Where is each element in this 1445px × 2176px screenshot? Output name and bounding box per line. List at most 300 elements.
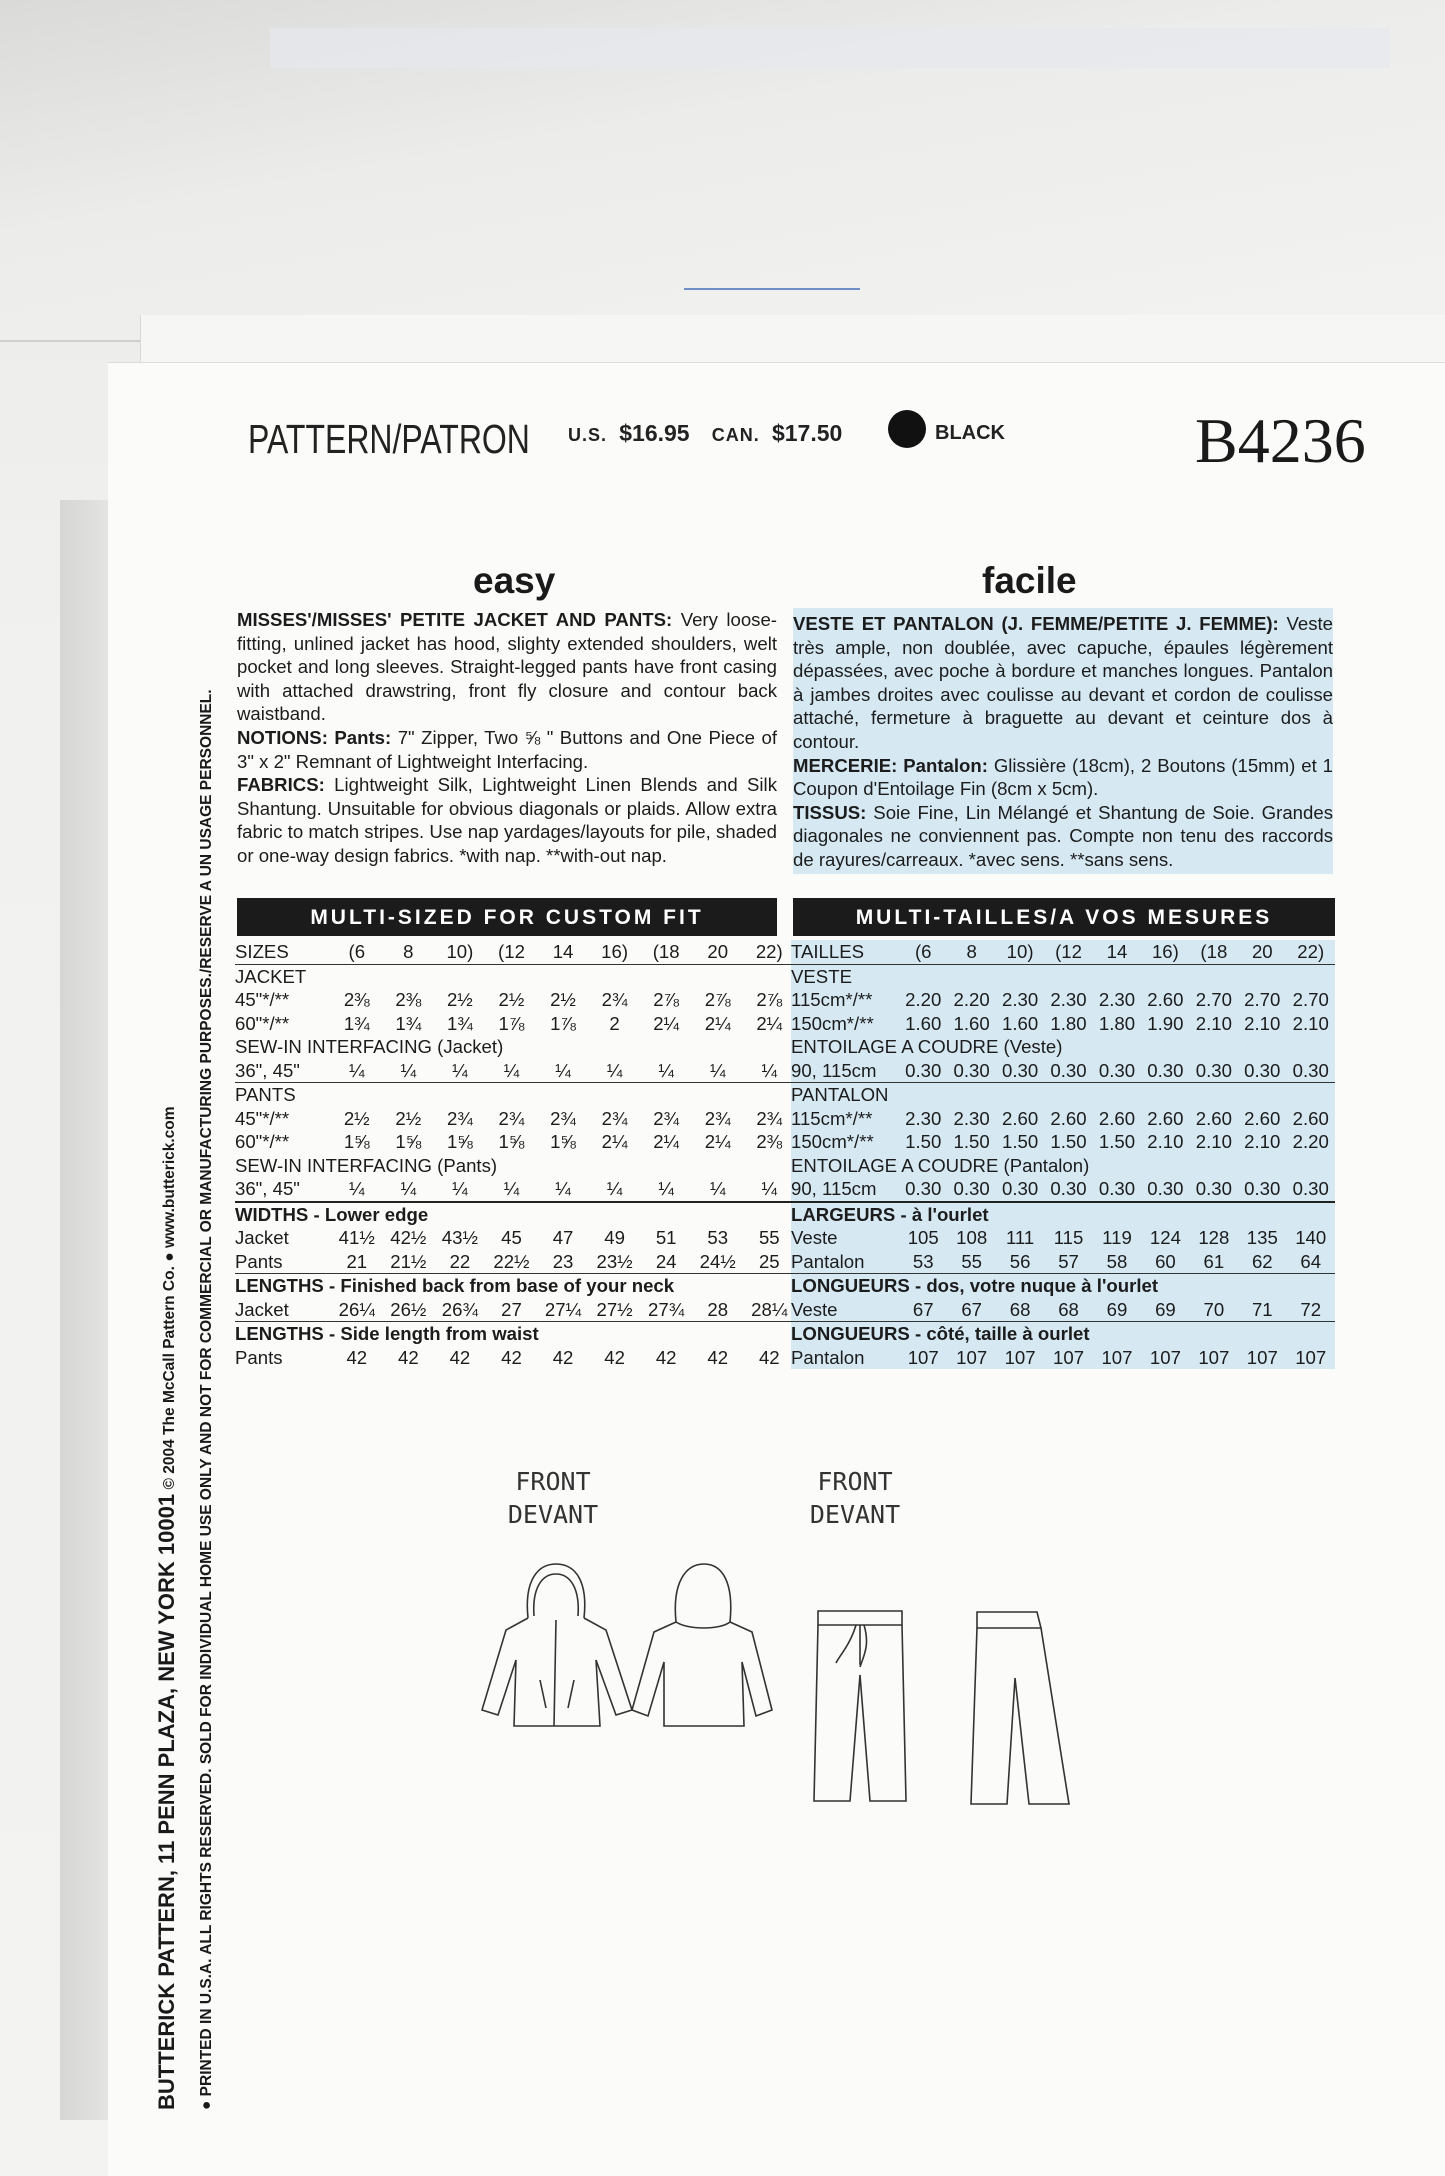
table-cell: 2⅞ — [653, 989, 680, 1010]
row-label: 45"*/** — [235, 989, 290, 1010]
table-cell: 128 — [1198, 1227, 1230, 1248]
sewin-jacket-heading — [791, 1035, 1335, 1059]
jacket-heading — [235, 965, 795, 989]
widths-pants-row — [791, 1250, 1335, 1274]
table-cell: 56 — [1009, 1250, 1031, 1272]
table-cell: 2¼ — [704, 1012, 731, 1034]
table-cell: (18 — [1200, 941, 1228, 962]
row-label: 36", 45" — [235, 1178, 300, 1199]
price-line — [568, 420, 858, 447]
table-cell: 1⅝ — [343, 1131, 370, 1152]
table-cell: 0.30 — [1098, 1178, 1136, 1199]
widths-jacket-row — [235, 1226, 795, 1250]
table-cell: 42 — [346, 1346, 368, 1368]
table-cell: 27½ — [596, 1298, 633, 1320]
table-cell: 53 — [912, 1250, 934, 1272]
pants-60-row — [235, 1130, 795, 1154]
table-cell: 20 — [707, 941, 729, 962]
row-label: Pants — [235, 1346, 283, 1368]
table-cell: (12 — [1055, 941, 1082, 962]
table-cell: 2¼ — [601, 1131, 628, 1152]
table-cell: 2¾ — [601, 989, 628, 1010]
table-cell: 1.90 — [1147, 1012, 1184, 1034]
row-label: Pantalon — [791, 1346, 865, 1368]
en-intro-head: MISSES'/MISSES' PETITE JACKET AND PANTS: — [237, 609, 673, 630]
table-cell: 71 — [1251, 1298, 1273, 1320]
row-label: 90, 115cm — [791, 1059, 877, 1081]
table-cell: 1¾ — [446, 1012, 473, 1034]
table-cell: 0.30 — [1147, 1059, 1184, 1081]
table-cell: (6 — [348, 941, 366, 962]
table-cell: 0.30 — [1195, 1178, 1232, 1199]
fr-fabrics-head: TISSUS: — [793, 801, 867, 823]
row-label: Veste — [791, 1227, 838, 1248]
row-label: 36", 45" — [235, 1059, 300, 1081]
table-cell: 57 — [1058, 1250, 1079, 1272]
lengths-pants-row — [235, 1346, 795, 1370]
sewin-jacket-row — [791, 1059, 1335, 1083]
table-cell: 107 — [1295, 1346, 1327, 1368]
table-cell: 0.30 — [1147, 1178, 1184, 1199]
table-cell: ¼ — [555, 1178, 571, 1199]
table-cell: 2⅜ — [343, 989, 370, 1010]
row-label: Pants — [235, 1250, 283, 1272]
table-cell: 42 — [552, 1346, 574, 1368]
table-cell: 2.60 — [1147, 1107, 1184, 1129]
table-cell: 135 — [1246, 1227, 1278, 1248]
blue-tick-mark — [684, 288, 860, 290]
en-notions-head: NOTIONS: Pants: — [237, 726, 392, 748]
table-cell: 119 — [1102, 1227, 1132, 1248]
en-fabrics-text: Lightweight Silk, Lightweight Linen Blends and Silk Shantung. Unsuitable for obvious diagonals or plaids. Allow extra fabric to match stripes. Use nap yardages/layouts for pile, shaded or one-way design fabrics. *with nap. **with-out nap. — [237, 774, 777, 866]
table-cell: 27¾ — [648, 1298, 685, 1320]
table-cell: 2.60 — [1244, 1107, 1281, 1129]
french-title: facile — [982, 560, 1077, 601]
table-cell: 51 — [655, 1227, 677, 1248]
table-cell: ¼ — [452, 1178, 468, 1199]
table-cell: ¼ — [503, 1059, 520, 1081]
table-cell: 24½ — [699, 1250, 736, 1272]
table-cell: 26¼ — [338, 1298, 375, 1320]
table-cell: 22) — [1297, 941, 1325, 962]
row-label: 60"*/** — [235, 1131, 290, 1152]
table-cell: 8 — [403, 941, 414, 962]
table-cell: 2¼ — [653, 1012, 680, 1034]
lengths-jacket-row — [235, 1298, 795, 1322]
french-description — [793, 608, 1333, 874]
bullet-icon: ● — [198, 2096, 215, 2110]
row-label: 60"*/** — [235, 1012, 290, 1034]
table-cell: 67 — [961, 1298, 982, 1320]
table-cell: ¼ — [400, 1178, 417, 1199]
lengths-side-heading — [791, 1321, 1335, 1346]
table-cell: 23 — [552, 1250, 574, 1272]
table-cell: 45 — [501, 1227, 522, 1248]
table-cell: 22) — [755, 941, 783, 962]
table-cell: 124 — [1149, 1227, 1181, 1248]
sizes-row — [791, 940, 1335, 965]
sewin-pants-heading — [235, 1154, 795, 1178]
table-cell: 140 — [1295, 1227, 1327, 1248]
widths-pants-row — [235, 1250, 795, 1274]
table-cell: 2.10 — [1147, 1131, 1184, 1152]
table-cell: 62 — [1251, 1250, 1273, 1272]
table-cell: 0.30 — [1098, 1059, 1136, 1081]
row-label: 45"*/** — [235, 1107, 290, 1129]
table-cell: 1⅝ — [550, 1131, 576, 1152]
table-cell: 2.10 — [1195, 1012, 1232, 1034]
can-label: CAN. — [711, 425, 760, 445]
pants-150-row — [791, 1130, 1335, 1154]
table-cell: 0.30 — [1050, 1059, 1087, 1081]
table-cell: 42½ — [390, 1227, 427, 1248]
table-cell: 20 — [1251, 941, 1273, 962]
table-cell: 42 — [449, 1346, 471, 1368]
table-cell: 61 — [1203, 1250, 1225, 1272]
table-cell: 41½ — [338, 1227, 375, 1248]
english-description — [237, 608, 777, 868]
table-cell: 42 — [707, 1346, 729, 1368]
widths-heading — [791, 1201, 1335, 1227]
bullet-icon: ● — [161, 1247, 178, 1262]
en-fabrics-head: FABRICS: — [237, 774, 325, 796]
table-cell: 2.30 — [1050, 989, 1087, 1010]
fr-notions-text: Glissière (18cm), 2 Boutons (15mm) et 1 Coupon d'Entoilage Fin (8cm x 5cm). — [793, 754, 1333, 800]
table-cell: 2.10 — [1244, 1131, 1281, 1152]
row-label: Jacket — [235, 1298, 289, 1320]
jacket-heading — [791, 965, 1335, 989]
table-cell: 1.80 — [1098, 1012, 1136, 1034]
table-cell: 2¾ — [756, 1107, 783, 1129]
pattern-number: B4236 — [1195, 405, 1366, 476]
table-cell: 2.30 — [1098, 989, 1136, 1010]
row-label: TAILLES — [791, 941, 865, 962]
table-cell: 2.60 — [1001, 1107, 1039, 1129]
table-cell: 1.60 — [953, 1012, 990, 1034]
table-cell: 2½ — [395, 1107, 422, 1129]
table-cell: 2.70 — [1244, 989, 1281, 1010]
table-cell: 72 — [1300, 1298, 1322, 1320]
pants-view-label — [800, 1465, 910, 1531]
en-notions-text: 7" Zipper, Two ⅝ " Buttons and One Piece of 3" x 2" Remnant of Lightweight Interfacing. — [237, 726, 777, 772]
lengths-back-heading — [235, 1273, 795, 1298]
table-cell: 1.50 — [1001, 1131, 1039, 1152]
table-cell: 2⅞ — [756, 989, 783, 1010]
fr-notions-head: MERCERIE: Pantalon: — [793, 754, 988, 776]
lengths-jacket-row — [791, 1298, 1335, 1322]
lengths-back-heading — [791, 1273, 1335, 1298]
table-cell: 1.50 — [1098, 1131, 1136, 1152]
us-price: $16.95 — [619, 420, 690, 446]
pattern-label: PATTERN/PATRON — [248, 416, 530, 462]
table-cell: 0.30 — [953, 1178, 990, 1199]
row-label: 115cm*/** — [791, 989, 873, 1010]
table-cell: 26¾ — [441, 1298, 478, 1320]
table-cell: 22 — [449, 1250, 471, 1272]
table-cell: 107 — [1149, 1346, 1181, 1368]
table-cell: 26½ — [390, 1298, 427, 1320]
jacket-front-label: FRONT — [515, 1467, 591, 1496]
table-cell: 107 — [1246, 1346, 1278, 1368]
table-cell: 27¼ — [544, 1298, 582, 1320]
jacket-45-row — [235, 988, 795, 1012]
table-cell: ¼ — [761, 1059, 778, 1081]
table-cell: 68 — [1058, 1298, 1079, 1320]
table-cell: 1.50 — [1050, 1131, 1087, 1152]
table-cell: 2¾ — [498, 1107, 525, 1129]
table-cell: ¼ — [709, 1059, 726, 1081]
row-label: PANTS — [235, 1084, 296, 1105]
table-cell: 2¾ — [550, 1107, 576, 1129]
table-cell: 107 — [1053, 1346, 1085, 1368]
sewin-pants-row — [235, 1177, 795, 1201]
table-cell: (6 — [914, 941, 932, 962]
table-cell: 2.70 — [1195, 989, 1232, 1010]
table-cell: 55 — [758, 1227, 780, 1248]
table-cell: 60 — [1155, 1250, 1176, 1272]
english-bar: MULTI-SIZED FOR CUSTOM FIT — [237, 898, 777, 936]
row-label: LARGEURS - à l'ourlet — [791, 1203, 989, 1225]
table-cell: 1⅞ — [550, 1012, 576, 1034]
table-cell: ¼ — [503, 1178, 520, 1199]
table-cell: 2.70 — [1292, 989, 1329, 1010]
table-cell: 43½ — [441, 1227, 478, 1248]
table-cell: 23½ — [596, 1250, 633, 1272]
jacket-115-row — [791, 988, 1335, 1012]
table-cell: 0.30 — [953, 1059, 990, 1081]
row-label: SEW-IN INTERFACING (Pants) — [235, 1154, 498, 1176]
table-cell: 55 — [961, 1250, 982, 1272]
table-cell: 2.30 — [953, 1107, 990, 1129]
table-cell: ¼ — [658, 1178, 674, 1199]
table-cell: 2.20 — [953, 989, 990, 1010]
can-price: $17.50 — [771, 420, 843, 446]
table-cell: 1.60 — [905, 1012, 942, 1034]
table-cell: 10) — [446, 941, 474, 962]
lengths-side-heading — [235, 1321, 795, 1346]
table-cell: ¼ — [761, 1178, 778, 1199]
table-cell: 21½ — [390, 1250, 427, 1272]
table-cell: 2.60 — [1098, 1107, 1136, 1129]
sewin-pants-heading — [791, 1154, 1335, 1178]
row-label: 150cm*/** — [791, 1012, 874, 1034]
table-cell: 67 — [912, 1298, 934, 1320]
table-cell: 2¾ — [446, 1107, 473, 1129]
row-label: 150cm*/** — [791, 1131, 874, 1152]
table-cell: 2.10 — [1292, 1012, 1329, 1034]
table-cell: 108 — [956, 1227, 988, 1248]
sewin-jacket-heading — [235, 1035, 795, 1059]
row-label: Pantalon — [791, 1250, 865, 1272]
table-cell: 107 — [956, 1346, 988, 1368]
table-cell: 68 — [1009, 1298, 1031, 1320]
table-cell: 1⅞ — [498, 1012, 525, 1034]
table-cell: 69 — [1155, 1298, 1176, 1320]
pants-115-row — [791, 1107, 1335, 1131]
table-cell: 16) — [601, 941, 629, 962]
table-cell: 2¾ — [601, 1107, 628, 1129]
table-cell: 2⅞ — [704, 989, 731, 1010]
table-cell: 1.50 — [905, 1131, 942, 1152]
pants-front-sketch — [810, 1605, 910, 1805]
table-cell: 2¼ — [756, 1012, 783, 1034]
table-cell: ¼ — [349, 1178, 365, 1199]
jacket-back-sketch — [628, 1560, 778, 1735]
row-label: LONGUEURS - dos, votre nuque à l'ourlet — [791, 1275, 1159, 1296]
en-intro-text: Very loose-fitting, unlined jacket has hood, slighty extended shoulders, welt pocket and long sleeves. Straight-legged pants have front casing with attached drawstring, front fly closure and contour back waistband. — [237, 609, 778, 725]
table-cell: 1¾ — [395, 1012, 422, 1034]
table-cell: 107 — [1198, 1346, 1230, 1368]
table-cell: 2.60 — [1292, 1107, 1329, 1129]
side-copyright: © 2004 The McCall Pattern Co. — [161, 1266, 178, 1490]
table-cell: 107 — [1004, 1346, 1036, 1368]
table-cell: ¼ — [709, 1178, 726, 1199]
table-cell: 14 — [552, 941, 574, 962]
table-cell: 107 — [1101, 1346, 1133, 1368]
table-cell: 16) — [1151, 941, 1179, 962]
pants-devant-label: DEVANT — [809, 1500, 901, 1529]
table-cell: ¼ — [555, 1059, 571, 1081]
table-cell: 1⅝ — [395, 1131, 422, 1152]
jacket-front-sketch — [476, 1560, 636, 1735]
table-cell: ¼ — [606, 1059, 623, 1081]
table-cell: 42 — [501, 1346, 522, 1368]
row-label: WIDTHS - Lower edge — [235, 1203, 429, 1225]
row-label: PANTALON — [791, 1084, 889, 1105]
flap-strip — [270, 28, 1390, 68]
table-cell: 28¼ — [751, 1298, 788, 1320]
table-cell: 0.30 — [905, 1178, 942, 1199]
table-cell: 2½ — [343, 1107, 370, 1129]
fr-intro-text: Veste très ample, non doublée, avec capuche, épaules légèrement dépassées, avec poche à bordure et manches longues. Pantalon à jambes droites avec coulisse au devant et cordon de coulisse attaché, fermeture à braguette au devant et ceinture dos à contour. — [793, 613, 1333, 752]
pants-heading — [791, 1082, 1335, 1107]
table-cell: 2.20 — [905, 989, 942, 1010]
sewin-pants-row — [791, 1177, 1335, 1201]
table-cell: 2¾ — [653, 1107, 680, 1129]
table-cell: 27 — [501, 1298, 522, 1320]
table-cell: 105 — [907, 1227, 939, 1248]
table-cell: 42 — [655, 1346, 677, 1368]
table-cell: 2.60 — [1050, 1107, 1087, 1129]
table-cell: 2¼ — [704, 1131, 731, 1152]
table-cell: 2.20 — [1292, 1131, 1329, 1152]
table-cell: 0.30 — [1050, 1178, 1087, 1199]
table-cell: (18 — [652, 941, 680, 962]
color-label: BLACK — [935, 422, 1005, 444]
table-cell: 42 — [604, 1346, 625, 1368]
row-label: LONGUEURS - côté, taille à ourlet — [791, 1323, 1090, 1344]
row-label: VESTE — [791, 965, 852, 987]
table-cell: 8 — [966, 941, 977, 962]
table-cell: 10) — [1006, 941, 1034, 962]
table-cell: 58 — [1106, 1250, 1128, 1272]
jacket-150-row — [791, 1012, 1335, 1036]
side-line1: BUTTERICK PATTERN, 11 PENN PLAZA, NEW YORK 10001 — [154, 1493, 179, 2110]
table-cell: 0.30 — [1292, 1178, 1329, 1199]
row-label: 90, 115cm — [791, 1178, 877, 1199]
table-cell: 0.30 — [905, 1059, 942, 1081]
side-address-text — [154, 1106, 180, 2110]
row-label: JACKET — [235, 965, 307, 987]
table-cell: 1¾ — [343, 1012, 370, 1034]
table-cell: 0.30 — [1292, 1059, 1329, 1081]
table-cell: ¼ — [452, 1059, 468, 1081]
table-cell: (12 — [498, 941, 525, 962]
fr-fabrics-text: Soie Fine, Lin Mélangé et Shantung de Soie. Grandes diagonales ne conviennent pas. Compte non tenu des raccords de rayures/carreaux. *avec sens. **sans sens. — [793, 801, 1333, 870]
table-cell: 47 — [552, 1227, 574, 1248]
row-label: SEW-IN INTERFACING (Jacket) — [235, 1036, 504, 1057]
table-cell: ¼ — [349, 1059, 365, 1081]
row-label: Veste — [791, 1298, 838, 1320]
table-cell: ¼ — [400, 1059, 417, 1081]
table-cell: 28 — [707, 1298, 729, 1320]
table-cell: 2.30 — [905, 1107, 942, 1129]
table-cell: 1.50 — [953, 1131, 990, 1152]
row-label: ENTOILAGE A COUDRE (Pantalon) — [791, 1154, 1090, 1176]
table-cell: 0.30 — [1244, 1059, 1281, 1081]
table-cell: 2¼ — [653, 1131, 680, 1152]
pants-45-row — [235, 1107, 795, 1131]
table-cell: 25 — [758, 1250, 780, 1272]
row-label: LENGTHS - Side length from waist — [235, 1323, 539, 1344]
table-cell: 53 — [707, 1227, 729, 1248]
row-label: ENTOILAGE A COUDRE (Veste) — [791, 1036, 1063, 1057]
table-cell: 24 — [655, 1250, 677, 1272]
table-cell: 70 — [1203, 1298, 1225, 1320]
lengths-pants-row — [791, 1346, 1335, 1370]
table-cell: 64 — [1300, 1250, 1322, 1272]
table-cell: 2⅜ — [395, 989, 422, 1010]
table-cell: 115 — [1053, 1227, 1084, 1248]
table-cell: 1⅝ — [498, 1131, 525, 1152]
table-cell: 21 — [346, 1250, 368, 1272]
sizes-row — [235, 940, 795, 965]
table-cell: 2⅜ — [756, 1131, 783, 1152]
pants-front-label: FRONT — [817, 1467, 893, 1496]
table-cell: 2 — [609, 1012, 620, 1034]
table-cell: 1⅝ — [446, 1131, 473, 1152]
french-bar: MULTI-TAILLES/A VOS MESURES — [793, 898, 1335, 936]
table-cell: 2½ — [498, 989, 525, 1010]
table-cell: 2.10 — [1195, 1131, 1232, 1152]
table-cell: 2.30 — [1001, 989, 1039, 1010]
row-label: LENGTHS - Finished back from base of your neck — [235, 1275, 675, 1296]
table-cell: 69 — [1106, 1298, 1128, 1320]
fr-intro-head: VESTE ET PANTALON (J. FEMME/PETITE J. FEMME): — [793, 613, 1279, 634]
row-label: Jacket — [235, 1227, 289, 1248]
table-cell: 42 — [398, 1346, 419, 1368]
english-yardage-table — [235, 940, 795, 1369]
table-cell: 1.80 — [1050, 1012, 1087, 1034]
table-cell: 2.10 — [1244, 1012, 1281, 1034]
table-cell: 49 — [604, 1227, 625, 1248]
side-line2: PRINTED IN U.S.A. ALL RIGHTS RESERVED. SOLD FOR INDIVIDUAL HOME USE ONLY AND NOT FOR COMMERCIAL OR MANUFACTURING PURPOSES./RESERVE A UN USAGE PERSONNEL. — [198, 689, 215, 2097]
english-title: easy — [473, 560, 556, 601]
table-cell: 14 — [1106, 941, 1128, 962]
table-cell: 0.30 — [1001, 1178, 1039, 1199]
pants-back-sketch — [967, 1608, 1077, 1808]
jacket-view-label — [498, 1465, 608, 1531]
table-cell: 2.60 — [1195, 1107, 1232, 1129]
table-cell: 111 — [1005, 1227, 1035, 1248]
table-cell: 42 — [758, 1346, 780, 1368]
us-label: U.S. — [568, 425, 608, 445]
side-rights-text — [198, 689, 216, 2110]
pants-heading — [235, 1082, 795, 1107]
widths-heading — [235, 1201, 795, 1227]
row-label: SIZES — [235, 941, 289, 962]
widths-jacket-row — [791, 1226, 1335, 1250]
